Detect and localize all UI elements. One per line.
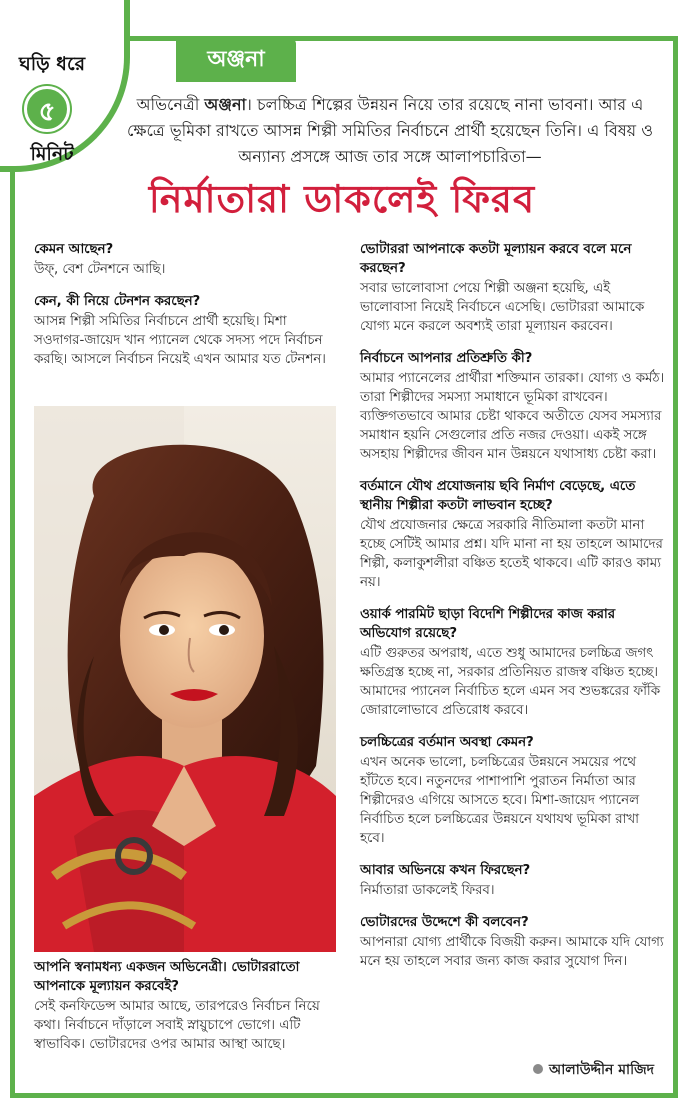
intro-part-1: অভিনেত্রী [136, 95, 205, 114]
badge-line-2: মিনিট [30, 143, 74, 165]
question: ওয়ার্ক পারমিট ছাড়া বিদেশি শিল্পীদের কাজ করার অভিযোগ রয়েছে? [360, 607, 616, 641]
answer: এটি গুরুতর অপরাধ, এতে শুধু আমাদের চলচ্চিত্র জগৎ ক্ষতিগ্রস্ত হচ্ছে না, সরকার প্রতিনিয়ত রাজস্ব বঞ্চিত হচ্ছে। আমাদের প্যানেল নির্বাচিত হলে এমন সব শুভঙ্করের ফাঁকি জোরালোভাবে প্রতিরোধ করবে। [360, 646, 661, 718]
qa-block [34, 292, 334, 369]
intro-paragraph [120, 92, 660, 170]
name-tab: অঞ্জনা [176, 38, 296, 82]
qa-block [360, 913, 665, 971]
qa-block [360, 477, 665, 592]
qa-block [34, 240, 334, 279]
answer: যৌথ প্রযোজনার ক্ষেত্রে সরকারি নীতিমালা কতটা মানা হচ্ছে সেটিই আমার প্রশ্ন। যদি মানা না হয় তাহলে আমাদের শিল্পী, কলাকুশলীরা বঞ্চিত হতেই থাকবে। এটি কারও কাম্য নয়। [360, 518, 663, 590]
question: ভোটারদের উদ্দেশে কী বলবেন? [360, 915, 529, 930]
bullet-dot-icon [533, 1064, 543, 1074]
badge-number: ৫ [24, 86, 70, 132]
headline: নির্মাতারা ডাকলেই ফিরব [148, 177, 536, 221]
portrait-photo [34, 406, 336, 952]
right-column [360, 240, 665, 984]
qa-block [360, 861, 665, 900]
question: বর্তমানে যৌথ প্রযোজনায় ছবি নির্মাণ বেড়েছে, এতে স্থানীয় শিল্পীরা কতটা লাভবান হচ্ছে? [360, 479, 636, 513]
answer: সবার ভালোবাসা পেয়ে শিল্পী অঞ্জনা হয়েছি, এই ভালোবাসা নিয়েই নির্বাচনে এসেছি। ভোটাররা আমাকে যোগ্য মনে করলে অবশ্যই তারা মূল্যায়ন করবেন। [360, 281, 645, 334]
question: নির্বাচনে আপনার প্রতিশ্রুতি কী? [360, 351, 533, 366]
qa-block [34, 958, 334, 1054]
qa-block [360, 733, 665, 848]
qa-block [360, 240, 665, 336]
author-name: আলাউদ্দীন মাজিদ [548, 1062, 654, 1078]
question: ভোটাররা আপনাকে কতটা মূল্যায়ন করবে বলে মনে করছেন? [360, 242, 632, 276]
badge-line-1: ঘড়ি ধরে [18, 53, 86, 75]
answer: উফ্, বেশ টেনশনে আছি। [34, 262, 166, 277]
answer: আপনারা যোগ্য প্রার্থীকে বিজয়ী করুন। আমাকে যদি যোগ্য মনে হয় তাহলে সবার জন্য কাজ করার সুযোগ দিন। [360, 935, 664, 969]
answer: নির্মাতারা ডাকলেই ফিরব। [360, 883, 495, 898]
question: আবার অভিনয়ে কখন ফিরছেন? [360, 863, 531, 878]
left-column-bottom [34, 958, 334, 1067]
left-column-top [34, 240, 334, 382]
qa-block [360, 349, 665, 464]
answer: এখন অনেক ভালো, চলচ্চিত্রের উন্নয়নে সময়ের পথে হাঁটতে হবে। নতুনদের পাশাপাশি পুরাতন নির্মাতা আর শিল্পীদেরও এগিয়ে আসতে হবে। মিশা-জায়েদ প্যানেল নির্বাচিত হলে চলচ্চিত্রের উন্নয়নে যথাযথ ভূমিকা রাখা হবে। [360, 755, 640, 846]
byline [533, 1058, 654, 1082]
answer: আমার প্যানেলের প্রার্থীরা শক্তিমান তারকা। যোগ্য ও কর্মঠ। তারা শিল্পীদের সমস্যা সমাধানে ভূমিকা রাখবেন। ব্যক্তিগতভাবে আমার চেষ্টা থাকবে অতীতে যেসব সমস্যার সমাধান হয়নি সেগুলোর প্রতি নজর দেওয়া। একই সঙ্গে অসহায় শিল্পীদের জীবন মান উন্নয়নে যথাসাধ্য চেষ্টা করা। [360, 371, 665, 462]
answer: আসন্ন শিল্পী সমিতির নির্বাচনে প্রার্থী হয়েছি। মিশা সওদাগর-জায়েদ খান প্যানেল থেকে সদস্য পদে নির্বাচন করছি। আসলে নির্বাচন নিয়েই এখন আমার যত টেনশন। [34, 314, 326, 367]
question: কেন, কী নিয়ে টেনশন করছেন? [34, 294, 201, 309]
question: আপনি স্বনামধন্য একজন অভিনেত্রী। ভোটাররাতো আপনাকে মূল্যায়ন করবেই? [34, 960, 300, 994]
question: কেমন আছেন? [34, 242, 114, 257]
question: চলচ্চিত্রের বর্তমান অবস্থা কেমন? [360, 735, 534, 750]
answer: সেই কনফিডেন্স আমার আছে, তারপরেও নির্বাচন নিয়ে কথা। নির্বাচনে দাঁড়ালে সবাই স্নায়ুচাপে ভোগে। এটি স্বাভাবিক। ভোটারদের ওপর আমার আস্থা আছে। [34, 999, 320, 1052]
qa-block [360, 605, 665, 720]
portrait-illustration [34, 406, 336, 952]
intro-name: অঞ্জনা [204, 95, 247, 114]
intro-part-2: । চলচ্চিত্র শিল্পের উন্নয়ন নিয়ে তার রয়েছে নানা ভাবনা। আর এ ক্ষেত্রে ভূমিকা রাখতে আসন্ন শিল্পী সমিতির নির্বাচনে প্রার্থী হয়েছেন তিনি। এ বিষয় ও অন্যান্য প্রসঙ্গে আজ তার সঙ্গে আলাপচারিতা— [127, 95, 653, 166]
